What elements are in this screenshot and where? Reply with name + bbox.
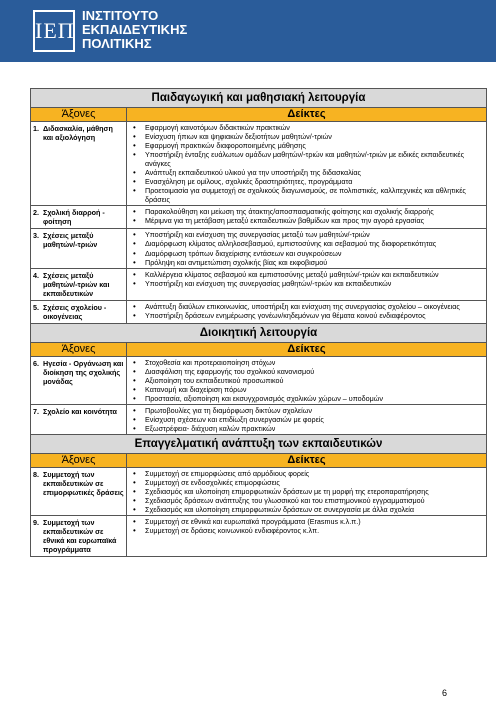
axis-number: 9.: [33, 518, 39, 528]
indicator-list: [133, 230, 483, 266]
indicator-item: • Εφαρμογή καινοτόμων διδακτικών πρακτικών: [133, 123, 483, 132]
indicator-item: • Κατανομή και διαχείριση πόρων: [133, 385, 483, 394]
indicator-item: • Ανάπτυξη διαύλων επικοινωνίας, υποστήριξη και ενίσχυση της συνεργασίας σχολείου – οικογένειας: [133, 302, 483, 311]
indicator-item: • Ενίσχυση ήπιων και ψηφιακών δεξιοτήτων μαθητών/-τριών: [133, 132, 483, 141]
indicator-list: [133, 469, 483, 514]
table-row: [31, 300, 487, 323]
header-banner: [0, 0, 496, 62]
axis-label: Συμμετοχή των εκπαιδευτικών σε επιμορφωτικές δράσεις: [43, 469, 124, 497]
table-row: [31, 122, 487, 206]
axis-label: Διδασκαλία, μάθηση και αξιολόγηση: [43, 124, 113, 142]
indicators-cell: [127, 206, 487, 229]
table-row: [31, 404, 487, 434]
org-name: [82, 9, 187, 51]
indicator-list: [133, 302, 483, 320]
indicator-item: • Διαμόρφωση τρόπων διαχείρισης εντάσεων και συγκρούσεων: [133, 249, 483, 258]
axis-number: 1.: [33, 124, 39, 133]
table-row: [31, 467, 487, 515]
axis-label: Σχέσεις μεταξύ μαθητών/-τριών και εκπαιδευτικών: [43, 270, 110, 298]
indicator-item: • Ενίσχυση σχέσεων και επιδίωξη συνεργασιών με φορείς: [133, 415, 483, 424]
axis-label: Ηγεσία - Οργάνωση και διοίκηση της σχολικής μονάδας: [43, 358, 124, 386]
indicator-list: [133, 270, 483, 288]
iep-logo: ΙΕΠ: [33, 10, 75, 52]
indicator-item: • Συμμετοχή σε δράσεις κοινωνικού ενδιαφέροντος κ.λπ.: [133, 526, 483, 535]
axis-label: Σχέσεις σχολείου - οικογένειας: [43, 302, 107, 321]
axis-number: 8.: [33, 469, 39, 479]
axis-label: Συμμετοχή των εκπαιδευτικών σε εθνικά και ευρωπαϊκά προγράμματα: [43, 518, 117, 555]
axis-number: 5.: [33, 302, 39, 312]
indicator-item: • Εφαρμογή πρακτικών διαφοροποιημένης μάθησης: [133, 141, 483, 150]
axis-number: 2.: [33, 208, 39, 218]
indicator-item: • Υποστήριξη και ενίσχυση της συνεργασίας μαθητών/-τριών και εκπαιδευτικών: [133, 279, 483, 288]
org-name-line: ΕΚΠΑΙΔΕΥΤΙΚΗΣ: [82, 22, 188, 37]
axis-cell: [31, 206, 127, 229]
axis-cell: [31, 300, 127, 323]
indicator-item: • Διαμόρφωση κλίματος αλληλοσεβασμού, εμπιστοσύνης και σεβασμού της διαφορετικότητας: [133, 239, 483, 248]
axis-cell: [31, 404, 127, 434]
section-title: Παιδαγωγική και μαθησιακή λειτουργία: [31, 89, 487, 108]
indicator-item: • Πρωτοβουλίες για τη διαμόρφωση δικτύων σχολείων: [133, 406, 483, 415]
indicator-item: • Πρόληψη και αντιμετώπιση σχολικής βίας και εκφοβισμού: [133, 258, 483, 267]
indicator-item: • Σχεδιασμός και υλοποίηση επιμορφωτικών δράσεων σε συνεργασία με άλλα σχολεία: [133, 505, 483, 514]
column-header-axes: Άξονες: [31, 453, 127, 467]
axis-cell: [31, 122, 127, 206]
axis-cell: [31, 268, 127, 300]
axis-cell: [31, 516, 127, 557]
indicator-item: • Ανάπτυξη εκπαιδευτικού υλικού για την υποστήριξη της διδασκαλίας: [133, 168, 483, 177]
indicator-item: • Σχεδιασμός και υλοποίηση επιμορφωτικών δράσεων με τη μορφή της ετεροπαρατήρησης: [133, 487, 483, 496]
column-header-indicators: Δείκτες: [127, 108, 487, 122]
axis-number: 6.: [33, 358, 39, 368]
indicator-item: • Εξωστρέφεια- διάχυση καλών πρακτικών: [133, 424, 483, 433]
indicators-cell: [127, 122, 487, 206]
indicators-cell: [127, 300, 487, 323]
indicator-item: • Συμμετοχή σε επιμορφώσεις από αρμόδιους φορείς: [133, 469, 483, 478]
section-title-row: [31, 434, 487, 453]
indicator-item: • Διασφάλιση της εφαρμογής του σχολικού κανονισμού: [133, 367, 483, 376]
table-row: [31, 206, 487, 229]
indicator-list: [133, 517, 483, 535]
column-header-indicators: Δείκτες: [127, 453, 487, 467]
org-name-line: ΙΝΣΤΙΤΟΥΤΟ: [82, 8, 159, 23]
column-header-axes: Άξονες: [31, 342, 127, 356]
indicators-cell: [127, 229, 487, 268]
page-number: 6: [442, 688, 448, 698]
indicator-item: • Μέριμνα για τη μετάβαση μεταξύ εκπαιδευτικών βαθμίδων και προς την αγορά εργασίας: [133, 216, 483, 225]
axis-cell: [31, 467, 127, 515]
section-title: Διοικητική λειτουργία: [31, 323, 487, 342]
indicator-item: • Συμμετοχή σε ενδοσχολικές επιμορφώσεις: [133, 478, 483, 487]
indicator-item: • Καλλιέργεια κλίματος σεβασμού και εμπιστοσύνης μεταξύ μαθητών/-τριών και εκπαιδευτικών: [133, 270, 483, 279]
indicators-cell: [127, 467, 487, 515]
indicator-list: [133, 207, 483, 225]
indicator-item: • Στοχοθεσία και προτεραιοποίηση στόχων: [133, 358, 483, 367]
indicator-item: • Υποστήριξη ένταξης ευάλωτων ομάδων μαθητών/-τριών και μαθητών/-τριών με ειδικές εκπαιδευτικές ανάγκες: [133, 150, 483, 168]
indicator-item: • Παρακολούθηση και μείωση της άτακτης/αποσπασματικής φοίτησης και σχολικής διαρροής: [133, 207, 483, 216]
column-header-row: [31, 108, 487, 122]
axis-label: Σχολική διαρροή - φοίτηση: [43, 208, 105, 227]
table-row: [31, 356, 487, 404]
indicator-item: • Υποστήριξη δράσεων ενημέρωσης γονέων/κηδεμόνων για θέματα κοινού ενδιαφέροντος: [133, 311, 483, 320]
indicators-cell: [127, 404, 487, 434]
indicator-list: [133, 406, 483, 433]
column-header-row: [31, 453, 487, 467]
column-header-indicators: Δείκτες: [127, 342, 487, 356]
column-header-axes: Άξονες: [31, 108, 127, 122]
section-title-row: [31, 89, 487, 108]
indicators-cell: [127, 356, 487, 404]
axis-number: 4.: [33, 270, 39, 280]
indicator-item: • Αξιοποίηση του εκπαιδευτικού προσωπικού: [133, 376, 483, 385]
indicators-table: [30, 88, 487, 557]
indicator-item: • Συμμετοχή σε εθνικά και ευρωπαϊκά προγράμματα (Erasmus κ.λ.π.): [133, 517, 483, 526]
table-row: [31, 229, 487, 268]
table-row: [31, 516, 487, 557]
indicators-cell: [127, 268, 487, 300]
table-row: [31, 268, 487, 300]
axis-label: Σχολείο και κοινότητα: [43, 406, 117, 416]
axis-cell: [31, 356, 127, 404]
indicator-item: • Σχεδιασμός δράσεων ανάπτυξης του γλωσσικού και του επιστημονικού εγγραμματισμού: [133, 496, 483, 505]
column-header-row: [31, 342, 487, 356]
section-title: Επαγγελματική ανάπτυξη των εκπαιδευτικών: [31, 434, 487, 453]
section-title-row: [31, 323, 487, 342]
org-name-line: ΠΟΛΙΤΙΚΗΣ: [82, 36, 152, 51]
indicator-list: [133, 358, 483, 403]
indicator-item: • Προετοιμασία για συμμετοχή σε σχολικούς διαγωνισμούς, σε πολιτιστικές, καλλιτεχνικές και αθλητικές δράσεις: [133, 186, 483, 204]
indicator-item: • Υποστήριξη και ενίσχυση της συνεργασίας μεταξύ των μαθητών/-τριών: [133, 230, 483, 239]
indicator-list: [133, 123, 483, 204]
axis-cell: [31, 229, 127, 268]
axis-number: 3.: [33, 231, 39, 241]
indicators-cell: [127, 516, 487, 557]
indicator-item: • Ενασχόληση με ομίλους, σχολικές δραστηριότητες, προγράμματα: [133, 177, 483, 186]
axis-number: 7.: [33, 406, 39, 416]
axis-label: Σχέσεις μεταξύ μαθητών/-τριών: [43, 231, 98, 250]
indicator-item: • Προστασία, αξιοποίηση και εκσυγχρονισμός σχολικών χώρων – υποδομών: [133, 394, 483, 403]
